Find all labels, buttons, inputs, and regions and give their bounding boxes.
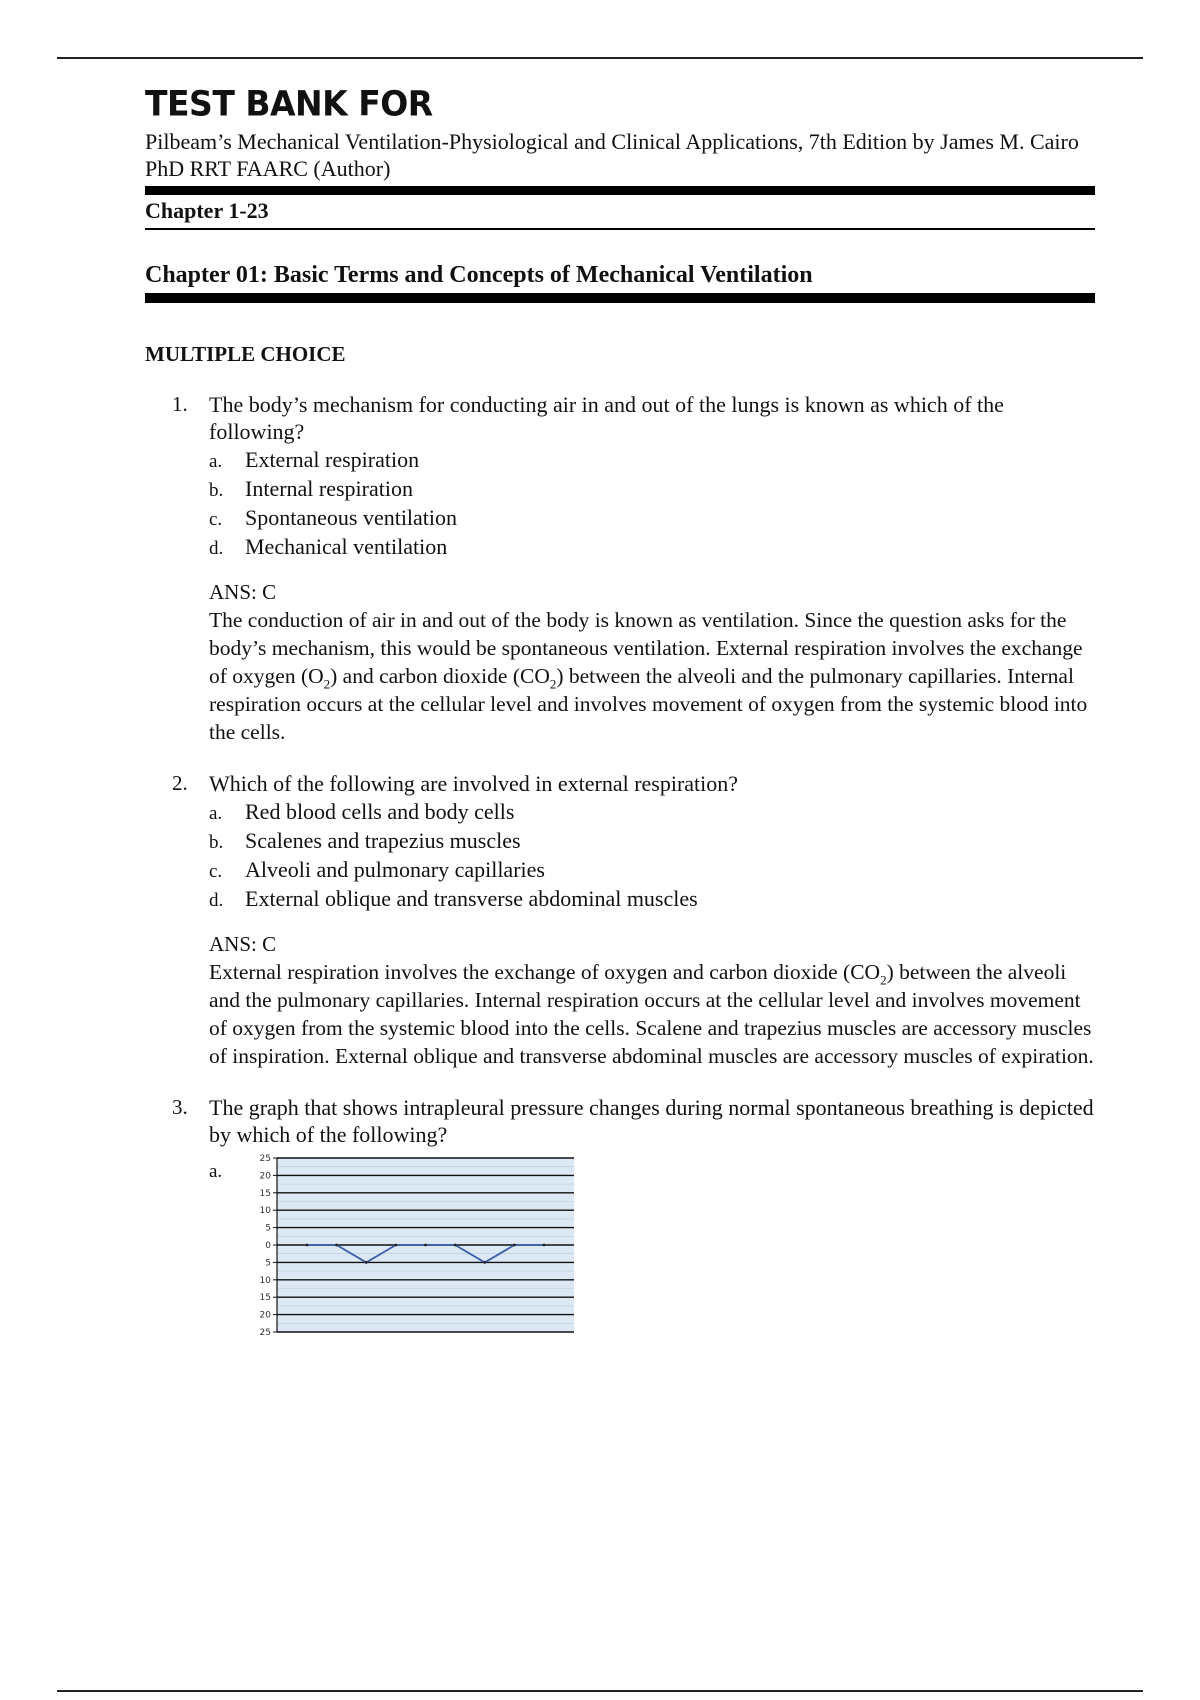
chart-point [365,1261,368,1264]
chart-tick-label: 0 [265,1241,271,1251]
option-letter: c. [209,509,223,530]
option-text: Mechanical ventilation [245,534,448,559]
rationale-text: ) between the alveoli and the pulmonary capillaries. Internal respiration occurs at the cellular level and involves movement of oxygen from the systemic blood into the cells. [209,664,1088,744]
subscript: 2 [323,676,331,692]
option-a [209,798,1095,827]
rationale-text: ) between the alveoli and the pulmonary capillaries. Internal respiration occurs at the cellular level and involves movement of oxygen from the systemic blood into the cells. Scalene and trapezius muscles are accessory muscles of inspiration. External oblique and transverse abdominal muscles are accessory muscles of expiration. [209,960,1094,1068]
rationale [209,606,1095,746]
question-number: 2. [172,771,188,795]
question-text: The graph that shows intrapleural pressure changes during normal spontaneous breathing is depicted by which of the following? [209,1095,1094,1147]
question-2 [145,770,1095,1070]
option-letter: a. [209,803,223,824]
divider [145,293,1095,303]
chart-tick-label: 10 [259,1275,271,1286]
chapter-range: Chapter 1-23 [145,198,269,223]
chart-point [483,1261,486,1264]
question-number: 3. [172,1095,188,1119]
option-letter: b. [209,480,224,501]
subscript: 2 [880,972,887,988]
section-heading: MULTIPLE CHOICE [145,342,346,366]
chart-point [335,1244,338,1247]
subscript: 2 [549,676,557,692]
option-letter: a. [209,1161,223,1182]
option-letter: c. [209,861,223,882]
option-text: Scalenes and trapezius muscles [245,828,521,853]
chart-tick-label: 25 [259,1328,271,1338]
bottom-rule [57,1690,1143,1692]
question-1 [145,391,1095,746]
chart-point [306,1244,309,1247]
option-text: External oblique and transverse abdominal muscles [245,886,698,911]
page-content [145,84,1095,1350]
chart-point [543,1244,546,1247]
chart-tick-label: 15 [259,1188,271,1199]
divider [145,228,1095,230]
chart-point [424,1244,427,1247]
option-text: External respiration [245,447,420,472]
answer-options [209,446,1095,562]
chart-point [394,1244,397,1247]
question-number: 1. [172,392,188,416]
chart-tick-label: 25 [259,1154,271,1164]
divider [145,186,1095,195]
option-a-graph [209,1150,1095,1350]
rationale [209,958,1095,1070]
rationale-text: ) and carbon dioxide (CO [330,664,550,688]
option-letter: d. [209,538,224,559]
option-text: Spontaneous ventilation [245,505,458,530]
top-rule [57,57,1143,59]
chapter-title: Chapter 01: Basic Terms and Concepts of Mechanical Ventilation [145,262,813,288]
option-letter: d. [209,890,224,911]
question-text: The body’s mechanism for conducting air in and out of the lungs is known as which of the following? [209,392,1004,444]
book-subtitle: Pilbeam’s Mechanical Ventilation-Physiological and Clinical Applications, 7th Edition by James M. Cairo PhD RRT FAARC (Author) [145,129,1079,181]
chart-tick-label: 5 [265,1258,271,1269]
chart-tick-label: 5 [265,1223,271,1234]
chart-tick-label: 15 [259,1293,271,1304]
option-c [209,856,1095,885]
option-d [209,533,1095,562]
option-b [209,475,1095,504]
question-3 [145,1094,1095,1350]
option-text: Red blood cells and body cells [245,799,515,824]
answer-key: ANS: C [209,580,277,604]
test-bank-title: TEST BANK FOR [145,82,433,124]
chart-tick-label: 20 [259,1171,271,1182]
option-c [209,504,1095,533]
option-a [209,446,1095,475]
option-b [209,827,1095,856]
question-text: Which of the following are involved in external respiration? [209,771,739,796]
option-text: Internal respiration [245,476,413,501]
option-d [209,885,1095,914]
answer-key: ANS: C [209,932,277,956]
chart-point [513,1244,516,1247]
option-text: Alveoli and pulmonary capillaries [245,857,545,882]
rationale-text: The conduction of air in and out of the body is known as ventilation. Since the question asks for the body’s mechanism, this would be spontaneous ventilation. External respiration involves the exchange of oxygen (O [209,608,1083,688]
chart-tick-label: 20 [259,1310,271,1321]
option-letter: b. [209,832,224,853]
rationale-text: External respiration involves the exchange of oxygen and carbon dioxide (CO [209,960,881,984]
answer-options [209,798,1095,914]
chart-point [454,1244,457,1247]
chart-tick-label: 10 [259,1206,271,1217]
pressure-chart [249,1150,579,1340]
option-letter: a. [209,451,223,472]
